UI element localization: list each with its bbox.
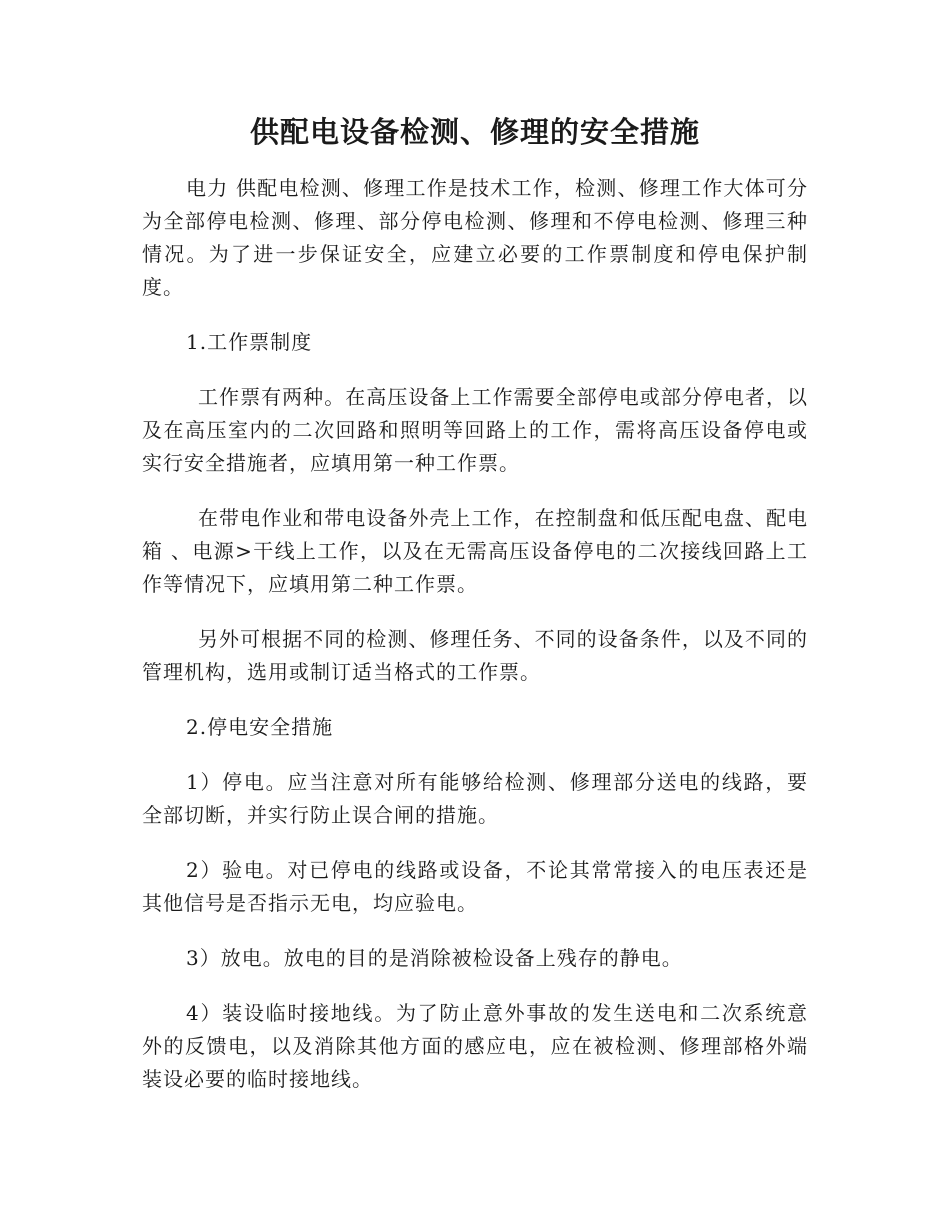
work-ticket-paragraph-2: 在带电作业和带电设备外壳上工作，在控制盘和低压配电盘、配电箱 、电源>干线上工作，以及在无需高压设备停电的二次接线回路上工作等情况下，应填用第二种工作票。 xyxy=(142,506,808,596)
intro-paragraph: 电力 供配电检测、修理工作是技术工作，检测、修理工作大体可分为全部停电检测、修理、部分停电检测、修理和不停电检测、修理三种情况。为了进一步保证安全，应建立必要的工作票制度和停电保护制度。 xyxy=(142,176,808,299)
work-ticket-paragraph-1: 工作票有两种。在高压设备上工作需要全部停电或部分停电者，以及在高压室内的二次回路和照明等回路上的工作，需将高压设备停电或实行安全措施者，应填用第一种工作票。 xyxy=(142,385,808,475)
outage-step-2: 2）验电。对已停电的线路或设备，不论其常常接入的电压表还是其他信号是否指示无电，均应验电。 xyxy=(142,858,808,915)
document-title: 供配电设备检测、修理的安全措施 xyxy=(249,115,700,149)
work-ticket-paragraph-3: 另外可根据不同的检测、修理任务、不同的设备条件，以及不同的管理机构，选用或制订适当格式的工作票。 xyxy=(142,627,808,684)
outage-step-3: 3）放电。放电的目的是消除被检设备上残存的静电。 xyxy=(186,946,683,970)
outage-step-1: 1）停电。应当注意对所有能够给检测、修理部分送电的线路，要全部切断，并实行防止误合闸的措施。 xyxy=(142,770,808,827)
section-heading-work-ticket: 1.工作票制度 xyxy=(186,330,313,354)
document-page xyxy=(142,110,808,1118)
section-heading-outage-safety: 2.停电安全措施 xyxy=(186,715,334,739)
outage-step-4: 4）装设临时接地线。为了防止意外事故的发生送电和二次系统意外的反馈电，以及消除其他方面的感应电，应在被检测、修理部格外端装设必要的临时接地线。 xyxy=(142,1001,808,1091)
